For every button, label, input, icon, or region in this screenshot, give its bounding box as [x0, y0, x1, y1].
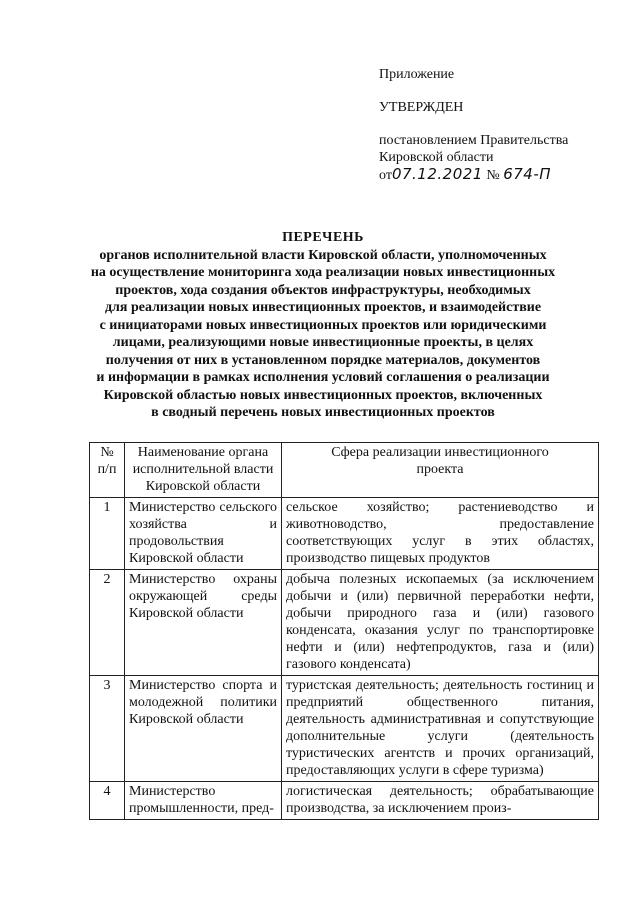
title-line: лицами, реализующими новые инвестиционные проекты, в целях [112, 335, 534, 350]
title-line: Кировской областью новых инвестиционных проектов, включенных [103, 387, 543, 403]
decree-line-2: Кировской области [379, 150, 494, 165]
appendix-label: Приложение [379, 67, 455, 82]
row-number: 3 [90, 676, 125, 782]
row-sphere: логистическая деятельность; обрабатывающие производства, за исключением произ- [282, 782, 599, 820]
table-row [90, 676, 599, 782]
header-sphere: Сфера реализации инвестиционного проекта [282, 443, 599, 498]
table-row [90, 498, 599, 570]
document-title [70, 229, 576, 422]
title-line: проектов, хода создания объектов инфраструктуры, необходимых [115, 282, 531, 298]
row-number: 1 [90, 498, 125, 570]
title-line: получения от них в установленном порядке материалов, документов [105, 352, 541, 368]
approved-label: УТВЕРЖДЕН [379, 100, 464, 115]
date-prefix: от [379, 168, 392, 183]
row-number: 2 [90, 570, 125, 676]
number-prefix: № [486, 168, 500, 183]
title-line: органов исполнительной власти Кировской области, уполномоченных [99, 247, 547, 263]
authorities-table [89, 442, 599, 820]
table-row [90, 570, 599, 676]
table-row [90, 782, 599, 820]
decree-date: 07.12.2021 [391, 165, 483, 183]
row-sphere: сельское хозяйство; растениеводство и животноводство, предоставление соответствующих услуг в этих областях, производство пищевых продуктов [282, 498, 599, 570]
header-organ-name: Наименование органа исполнительной власти Кировской области [125, 443, 282, 498]
decree-date-line [379, 166, 619, 184]
row-organ: Министерство спорта и молодежной политики Кировской области [125, 676, 282, 782]
row-organ: Министерство охраны окружающей среды Кировской области [125, 570, 282, 676]
row-sphere: добыча полезных ископаемых (за исключением добычи и (или) первичной переработки нефти, добычи природного газа и (или) газового конденсата, оказания услуг по транспортировке нефти и (или) нефтепродуктов, газа и (или) газового конденсата) [282, 570, 599, 676]
row-number: 4 [90, 782, 125, 820]
title-line: с инициаторами новых инвестиционных проектов или юридическими [99, 317, 547, 333]
decree-number: 674-П [503, 165, 552, 183]
row-organ: Министерство сельского хозяйства и продовольствия Кировской области [125, 498, 282, 570]
title-heading: ПЕРЕЧЕНЬ [282, 230, 364, 245]
title-line: для реализации новых инвестиционных проектов, и взаимодействие [104, 300, 542, 315]
title-line: в сводный перечень новых инвестиционных проектов [151, 405, 495, 420]
title-line: и информации в рамках исполнения условий соглашения о реализации [96, 370, 550, 385]
title-line: на осуществление мониторинга хода реализации новых инвестиционных [90, 265, 556, 280]
header-number: № п/п [90, 443, 125, 498]
approval-block [379, 66, 619, 184]
row-sphere: туристская деятельность; деятельность гостиниц и предприятий общественного питания, деятельность административная и сопутствующие дополнительные услуги (деятельность туристических агентств и прочих организаций, предоставляющих услуги в сфере туризма) [282, 676, 599, 782]
table-header-row [90, 443, 599, 498]
decree-line-1: постановлением Правительства [379, 133, 569, 148]
row-organ: Министерство промышленности, пред- [125, 782, 282, 820]
